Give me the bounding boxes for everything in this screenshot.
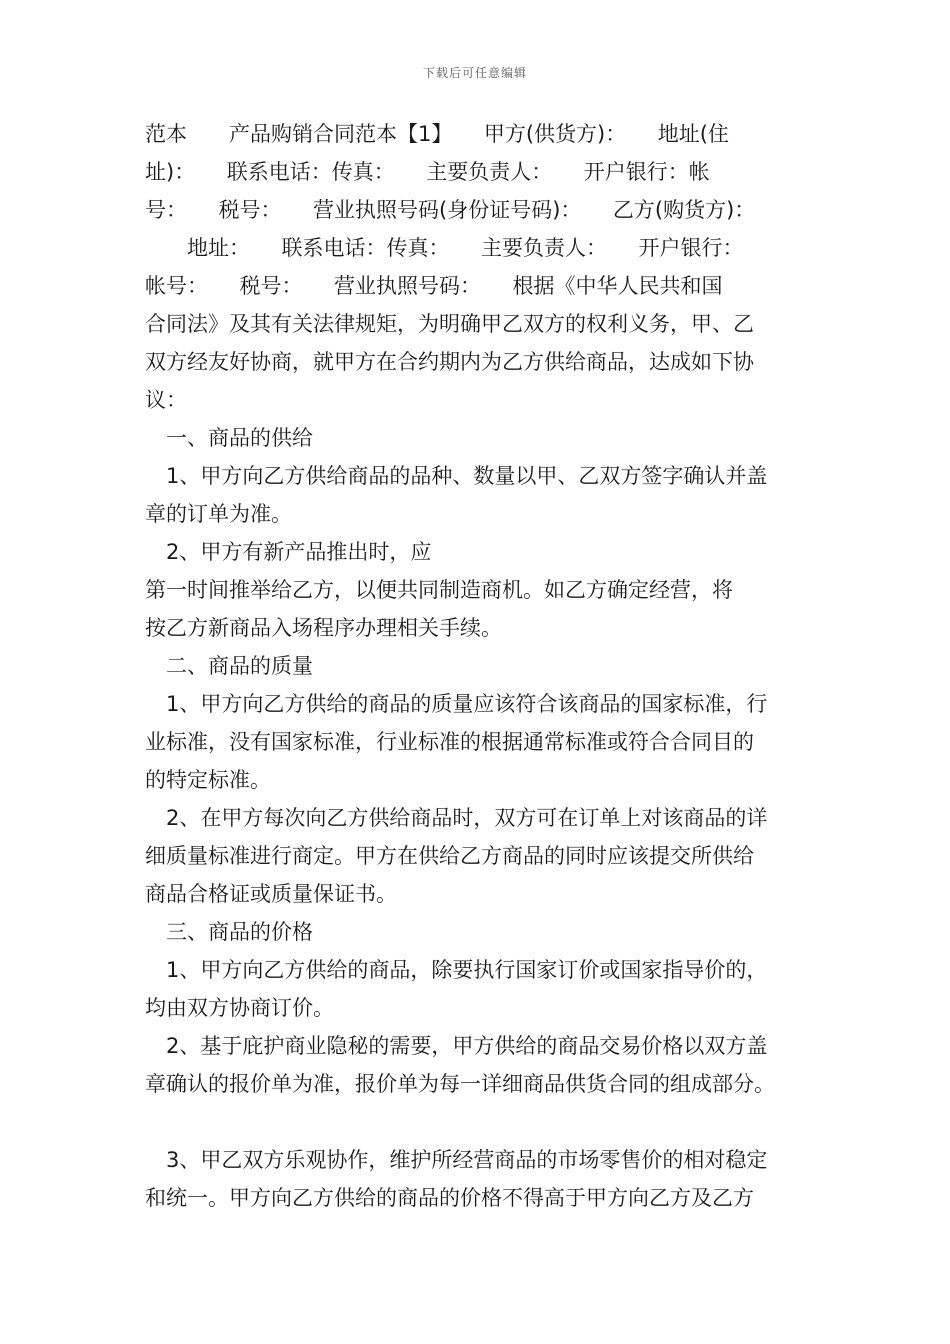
text-line: 章确认的报价单为准，报价单为每一详细商品供货合同的组成部分。 [145, 1072, 775, 1096]
text-line: 商品合格证或质量保证书。 [145, 882, 397, 906]
text-line: 帐号： 税号： 营业执照号码： 根据《中华人民共和国 [145, 274, 723, 298]
text-line: 2、基于庇护商业隐秘的需要，甲方供给的商品交易价格以双方盖 [145, 1034, 768, 1058]
text-line: 1、甲方向乙方供给商品的品种、数量以甲、乙双方签字确认并盖 [145, 464, 768, 488]
text-line: 号： 税号： 营业执照号码(身份证号码)： 乙方(购货方)： [145, 198, 756, 222]
text-line: 议： [145, 388, 187, 412]
text-line: 1、甲方向乙方供给的商品，除要执行国家订价或国家指导价的， [145, 958, 768, 982]
text-line: 合同法》及其有关法律规矩，为明确甲乙双方的权利义务，甲、乙 [145, 312, 754, 336]
page-header-note: 下载后可任意编辑 [422, 66, 527, 80]
paragraph-gap [145, 1103, 810, 1141]
section-heading: 三、商品的价格 [145, 920, 313, 944]
text-line: 址)： 联系电话：传真： 主要负责人： 开户银行：帐 [145, 160, 710, 184]
text-line: 双方经友好协商，就甲方在合约期内为乙方供给商品，达成如下协 [145, 350, 754, 374]
document-body [145, 115, 810, 1217]
text-line: 2、甲方有新产品推出时，应 [145, 540, 432, 564]
text-line: 1、甲方向乙方供给的商品的质量应该符合该商品的国家标准，行 [145, 692, 768, 716]
text-line: 按乙方新商品入场程序办理相关手续。 [145, 616, 502, 640]
text-line: 范本 产品购销合同范本【1】 甲方(供货方)： 地址(住 [145, 122, 729, 146]
text-line: 章的订单为准。 [145, 502, 292, 526]
text-line: 3、甲乙双方乐观协作，维护所经营商品的市场零售价的相对稳定 [145, 1148, 768, 1172]
text-line: 第一时间推举给乙方，以便共同制造商机。如乙方确定经营，将 [145, 578, 733, 602]
text-line: 的特定标准。 [145, 768, 271, 792]
text-line: 均由双方协商订价。 [145, 996, 334, 1020]
text-line: 细质量标准进行商定。甲方在供给乙方商品的同时应该提交所供给 [145, 844, 754, 868]
section-heading: 一、商品的供给 [145, 426, 313, 450]
section-heading: 二、商品的质量 [145, 654, 313, 678]
text-line: 业标准，没有国家标准，行业标准的根据通常标准或符合合同目的 [145, 730, 754, 754]
text-line: 和统一。甲方向乙方供给的商品的价格不得高于甲方向乙方及乙方 [145, 1186, 754, 1210]
text-line: 地址： 联系电话：传真： 主要负责人： 开户银行： [145, 236, 744, 260]
text-line: 2、在甲方每次向乙方供给商品时，双方可在订单上对该商品的详 [145, 806, 768, 830]
